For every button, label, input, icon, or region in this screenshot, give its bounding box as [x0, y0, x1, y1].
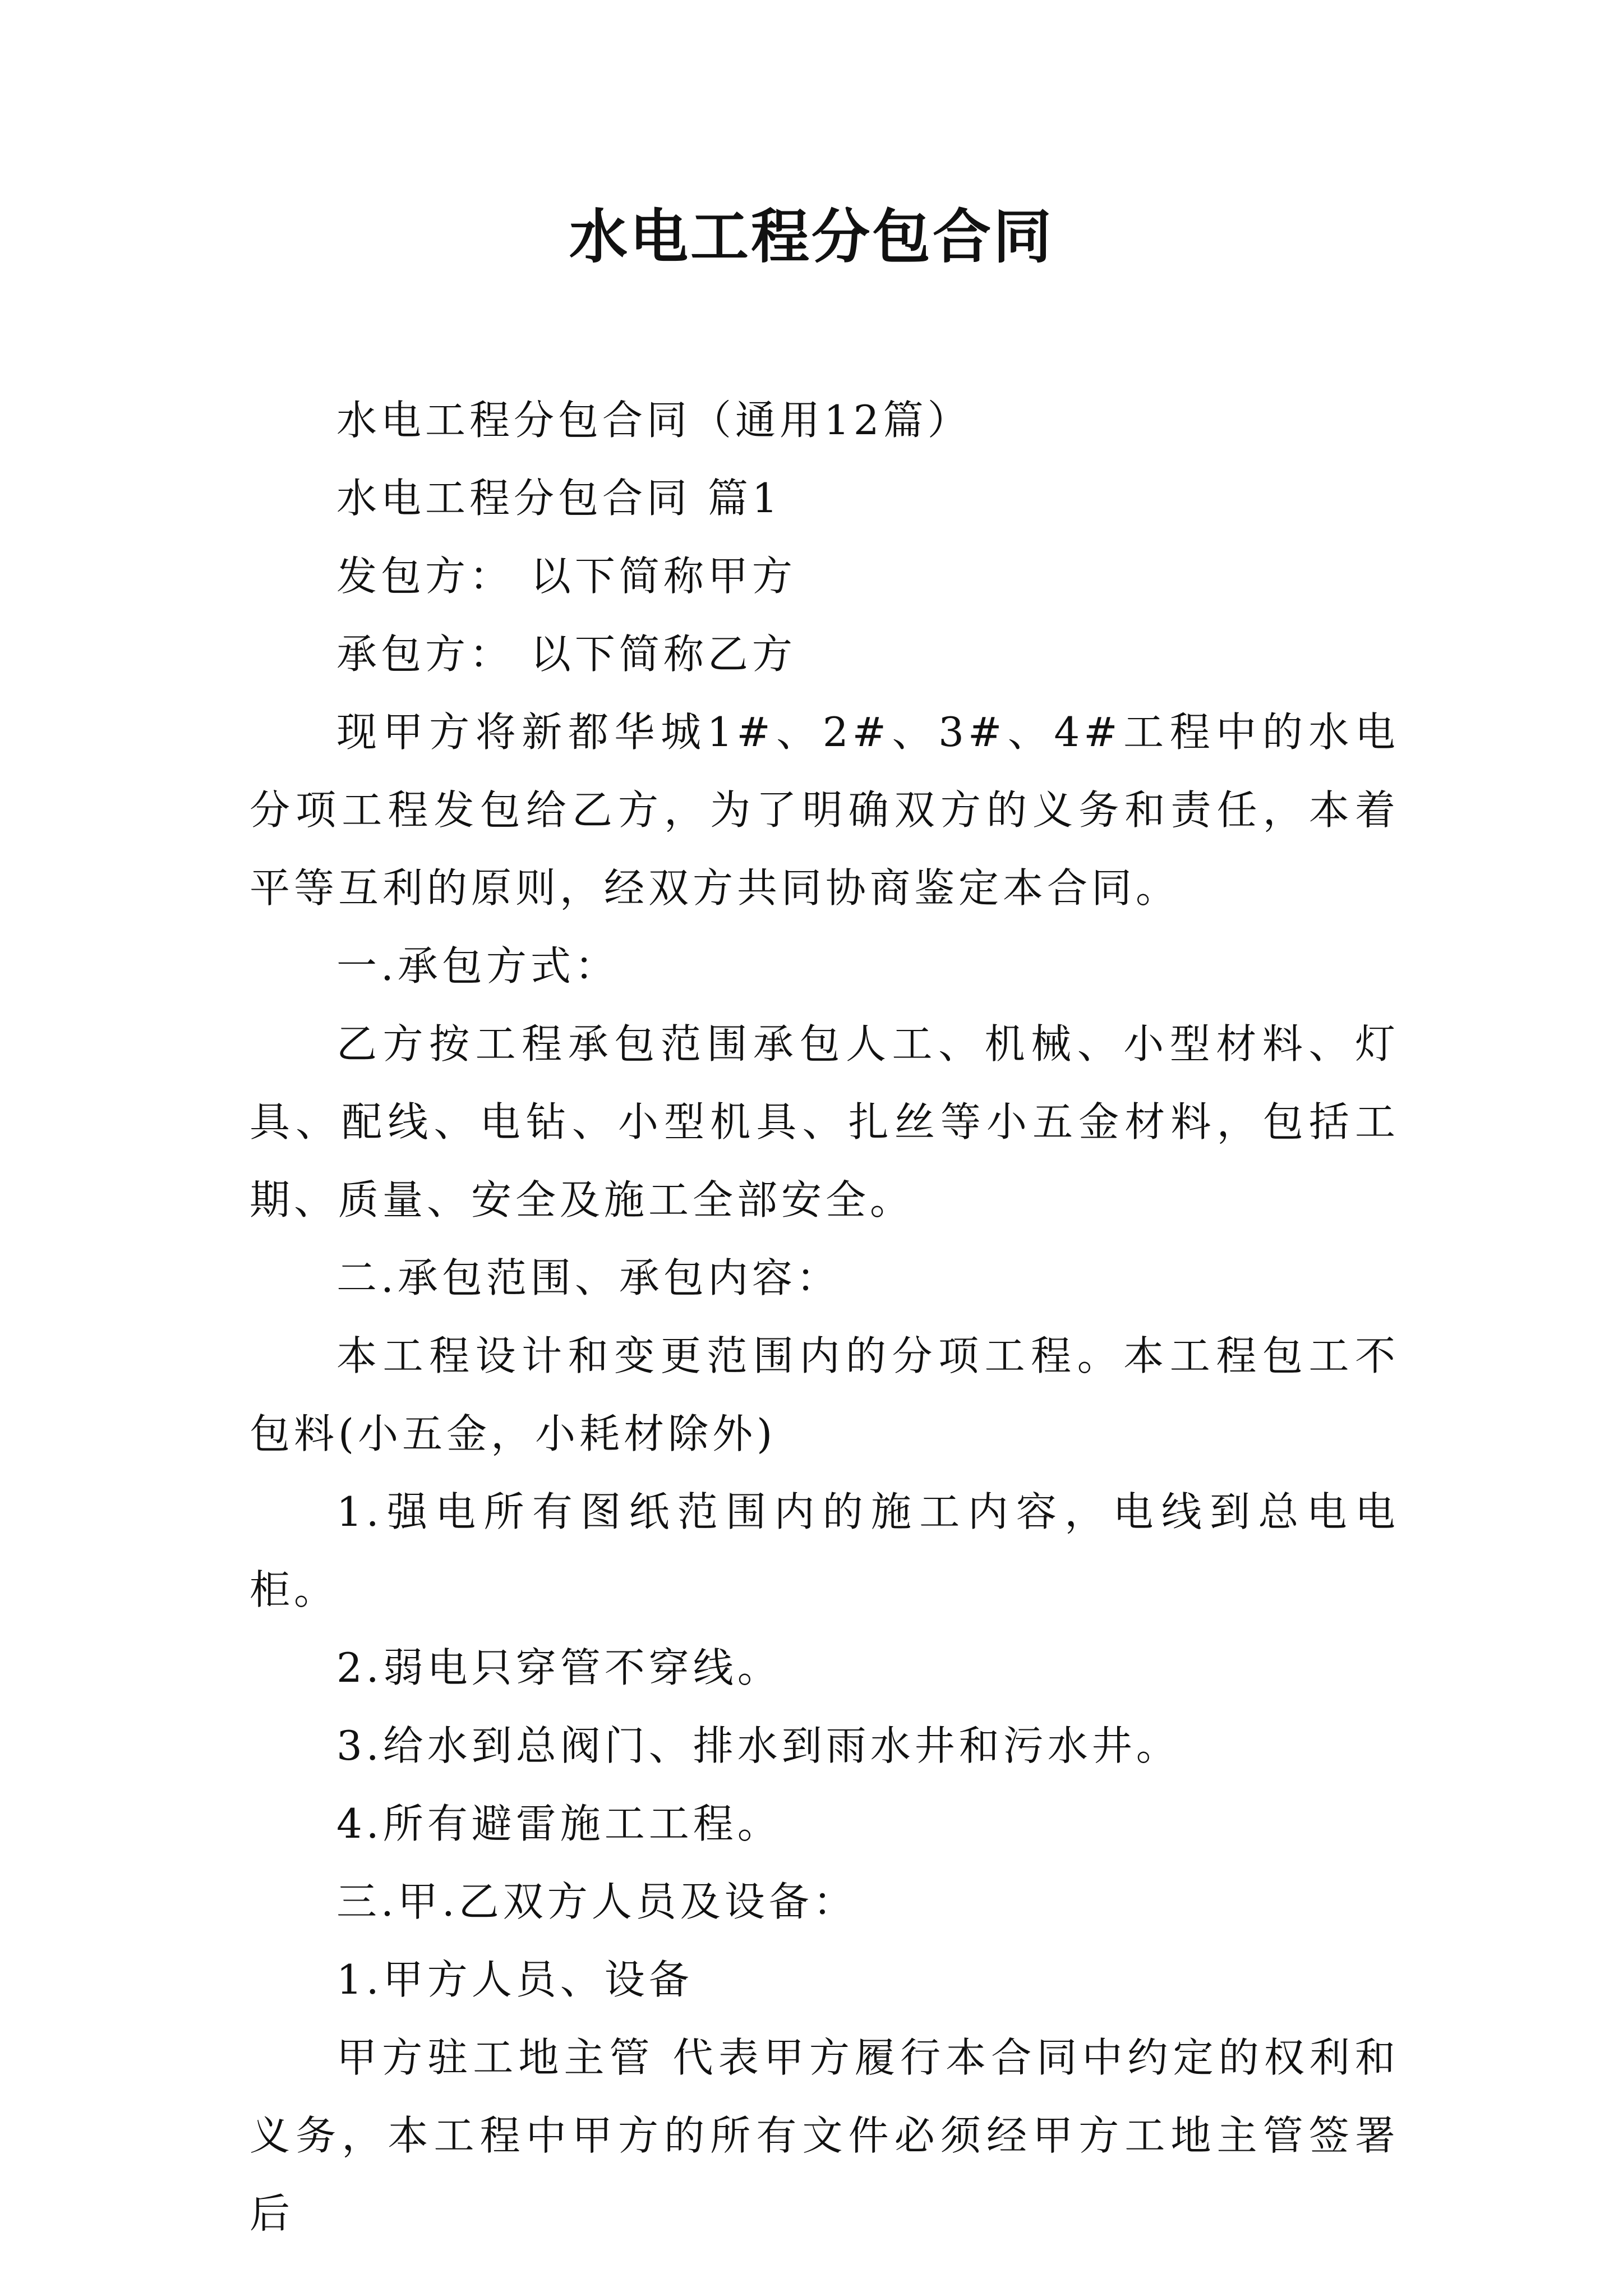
list-item-scope-4: 4.所有避雷施工工程。	[336, 1800, 782, 1847]
paragraph-party-a: 发包方： 以下简称甲方	[336, 553, 796, 600]
document-title: 水电工程分包合同	[569, 202, 1054, 271]
section-heading-scope: 二.承包范围、承包内容：	[336, 1254, 841, 1301]
paragraph-scope: 本工程设计和变更范围内的分项工程。本工程包工不包料(小五金，小耗材除外)	[250, 1332, 1399, 1457]
list-item-scope-1: 1.强电所有图纸范围内的施工内容，电线到总电电柜。	[250, 1488, 1399, 1613]
paragraph-party-b: 承包方： 以下简称乙方	[336, 631, 796, 678]
paragraph-contract-mode: 乙方按工程承包范围承包人工、机械、小型材料、灯具、配线、电钻、小型机具、扎丝等小五金材料，包括工期、质量、安全及施工全部安全。	[250, 1020, 1399, 1223]
list-item-scope-2: 2.弱电只穿管不穿线。	[336, 1644, 782, 1691]
paragraph-personnel: 甲方驻工地主管 代表甲方履行本合同中约定的权利和义务，本工程中甲方的所有文件必须经甲方工地主管签署后	[250, 2034, 1399, 2237]
paragraph-chapter-heading: 水电工程分包合同 篇1	[336, 475, 782, 522]
section-heading-contract-mode: 一.承包方式：	[336, 942, 619, 990]
paragraph-preamble: 现甲方将新都华城1#、2#、3#、4#工程中的水电分项工程发包给乙方，为了明确双方的义务和责任，本着平等互利的原则，经双方共同协商鉴定本合同。	[250, 708, 1399, 912]
section-heading-personnel: 三.甲.乙双方人员及设备：	[336, 1878, 857, 1925]
document-body	[250, 381, 1399, 2253]
list-item-scope-3: 3.给水到总阀门、排水到雨水井和污水井。	[336, 1722, 1181, 1769]
paragraph-subtitle: 水电工程分包合同（通用12篇）	[336, 397, 972, 444]
list-item-personnel-1: 1.甲方人员、设备	[336, 1956, 693, 2003]
